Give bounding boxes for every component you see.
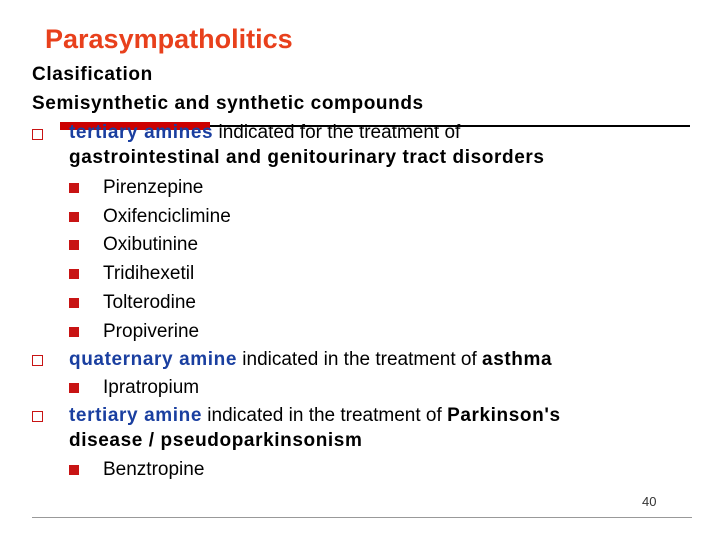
page-number: 40 — [642, 494, 657, 509]
group-2-lead: quaternary amine — [69, 349, 237, 370]
group-2-strong: asthma — [482, 349, 553, 370]
square-bullet-icon — [69, 212, 79, 222]
hollow-square-bullet-icon — [32, 355, 43, 366]
group-3-heading — [69, 405, 561, 427]
drug-item: Benztropine — [103, 459, 205, 480]
drug-item: Tridihexetil — [103, 263, 195, 284]
group-1-lead: tertiary amines — [69, 122, 214, 143]
group-2-text: indicated in the treatment of — [237, 349, 483, 370]
square-bullet-icon — [69, 183, 79, 193]
group-1-continuation: gastrointestinal and genitourinary tract disorders — [69, 147, 545, 168]
square-bullet-icon — [69, 240, 79, 250]
group-3-lead: tertiary amine — [69, 405, 203, 426]
square-bullet-icon — [69, 269, 79, 279]
group-1-heading — [69, 122, 460, 144]
square-bullet-icon — [69, 298, 79, 308]
group-2-heading — [69, 349, 552, 371]
drug-item: Oxifenciclimine — [103, 206, 231, 227]
group-3-text: indicated in the treatment of — [202, 405, 448, 426]
hollow-square-bullet-icon — [32, 411, 43, 422]
drug-item: Propiverine — [103, 321, 200, 342]
drug-item: Pirenzepine — [103, 177, 204, 198]
slide-title: Parasympatholitics — [45, 24, 293, 54]
square-bullet-icon — [69, 327, 79, 337]
group-3-strong: Parkinson's — [447, 405, 561, 426]
drug-item: Oxibutinine — [103, 234, 199, 255]
square-bullet-icon — [69, 465, 79, 475]
group-1-text: indicated for the treatment of — [213, 122, 461, 143]
drug-item: Tolterodine — [103, 292, 196, 313]
drug-item: Ipratropium — [103, 377, 200, 398]
footer-divider — [32, 517, 692, 518]
classification-label: Clasification — [32, 64, 153, 85]
square-bullet-icon — [69, 383, 79, 393]
group-3-continuation: disease / pseudoparkinsonism — [69, 430, 363, 451]
hollow-square-bullet-icon — [32, 129, 43, 140]
subheading: Semisynthetic and synthetic compounds — [32, 93, 424, 114]
